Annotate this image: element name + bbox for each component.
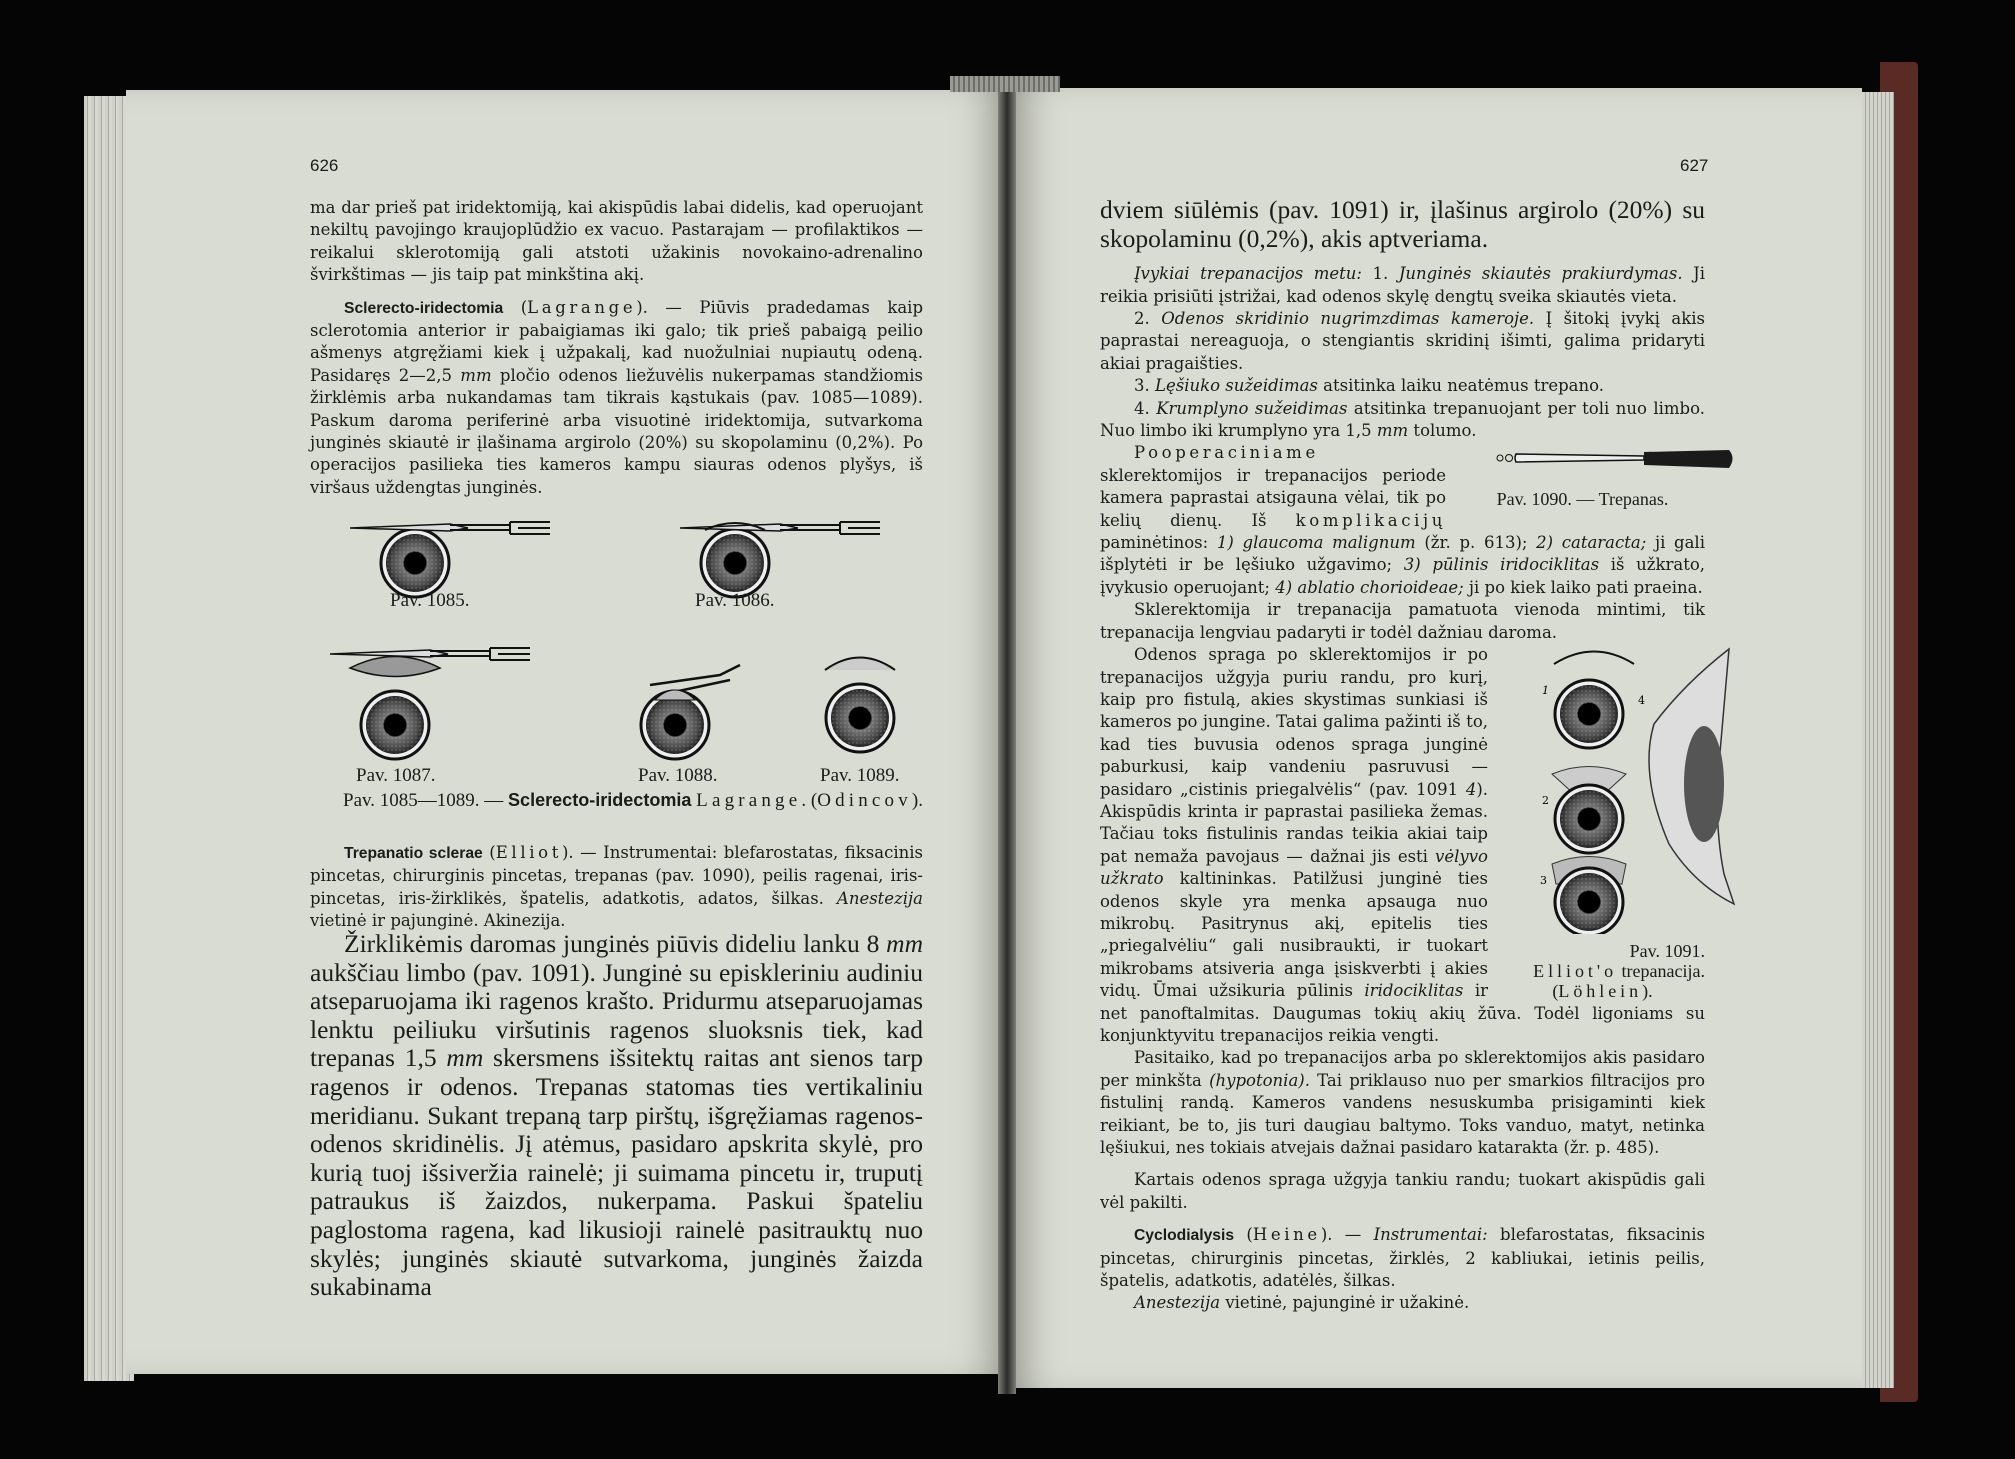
group-caption-title: Sclerecto-iridectomia xyxy=(508,790,692,810)
spaced-name: Elliot xyxy=(495,843,562,862)
text-run: pločio odenos liežuvėlis nukerpamas standžiomis žirklėmis arba nukandamas tam tikrais kąstukais (pav. 1085—1089). Paskum daroma periferinė arba visuotinė iridektomija, sutvarkoma junginės skiautė ir įlašinama argirolo (20%) su skopolaminu (0,2%). Po operacijos pasilieka ties kameros kampu siauras odenos plyšys, iš viršaus uždengtas junginės. xyxy=(310,365,923,497)
right-text-intro xyxy=(1100,196,1705,253)
italic-text: vėlyvo užkrato xyxy=(1100,846,1488,889)
left-text-block-3 xyxy=(310,930,923,1302)
page-number-left: 626 xyxy=(310,156,339,175)
text-run: ). — xyxy=(1320,1225,1374,1245)
italic-text: mm xyxy=(886,929,923,958)
sclerecto-illustration-bottom xyxy=(320,640,920,770)
right-text-body xyxy=(1100,263,1705,1315)
text-run: vietinė ir pajunginė. Akinezija. xyxy=(310,911,566,931)
left-text-block-2 xyxy=(310,842,923,933)
text-run: ( xyxy=(503,297,528,317)
italic-text: 4 xyxy=(1465,779,1477,799)
trepan-illustration xyxy=(1494,442,1739,482)
text-run: ( xyxy=(1234,1225,1253,1245)
italic-text: Odenos skridinio nugrimzdimas kameroje. xyxy=(1161,309,1535,328)
italic-text: iridociklitas xyxy=(1364,981,1464,1001)
spine-binding xyxy=(950,76,1060,92)
section-heading: Trepanatio sclerae xyxy=(344,845,483,862)
section-heading: Cyclodialysis xyxy=(1134,1227,1235,1245)
right-text-column xyxy=(1100,196,1705,1315)
italic-text: Lęšiuko sužeidimas xyxy=(1155,376,1318,396)
text-run: Kartais odenos spraga užgyja tankiu randu; tuokart akispūdis gali vėl pakilti. xyxy=(1100,1170,1705,1212)
text-run: 4. xyxy=(1134,398,1157,418)
page-edges-right xyxy=(1858,92,1894,1388)
text-run: Odenos spraga po sklerektomijos ir po trepanacijos užgyja puriu randu, pro kurį, kaip pro fistulą, akies skystimas sunkiasi iš kameros po jungine. Tatai galima pažinti iš to, kad ties buvusia odenos spraga junginė paburkusi, kaip vandeniu pasruvusi — pasidaro „cistinis priegalvėlis“ (pav. 1091 xyxy=(1100,645,1488,799)
fig1091-label-3: 3 xyxy=(1540,874,1547,888)
text-run: ji gali išplytėti ir be lęšiuko užgavimo; xyxy=(1100,533,1705,575)
paragraph xyxy=(1100,1292,1705,1314)
fig1091-label-2: 2 xyxy=(1542,794,1549,808)
text-run: ( xyxy=(482,843,496,862)
group-caption-mid: . ( xyxy=(801,790,818,811)
paragraph xyxy=(1100,1224,1705,1292)
spaced-name: komplikacijų xyxy=(1295,510,1446,530)
text-run: skersmens išsitektų raitas ant sienos tarp ragenos ir odenos. Trepanas statomas ties vertikaliniu meridianu. Sukant trepaną tarp pirštų, išgręžiamas ragenos-odenos skridinėlis. Jį atėmus, pasidaro apskrita skylė, pro kurią tuoj išsiveržia rainelė; ji suimama pincetu ir, truputį patraukus iš žaizdos, nukerpama. Paskui špateliu paglostoma ragena, kad likusioji rainelė pasitrauktų nuo skylės; junginės skiautė sutvarkoma, junginės žaizda sukabinama xyxy=(310,1043,923,1302)
section-heading: Sclerecto-iridectomia xyxy=(344,299,504,317)
paragraph xyxy=(1100,398,1705,443)
caption-fig-1085: Pav. 1085. xyxy=(390,590,470,611)
text-run: ji po kiek laiko pati praeina. xyxy=(1463,577,1703,597)
italic-text: 4) ablatio chorioideae; xyxy=(1275,577,1464,597)
spaced-name: Lagrange xyxy=(527,297,637,317)
italic-text: Krumplyno sužeidimas xyxy=(1156,398,1348,418)
text-run: aukščiau limbo (pav. 1091). Junginė su episkleriniu audiniu atseparuojama iki ragenos krašto. Pridurmu atseparuojamas lenktu peiliuku viršutinis ragenos sluoksnis tiek, kad trepanas 1,5 xyxy=(310,957,923,1073)
italic-text: Anestezija xyxy=(1134,1293,1221,1313)
text-run: paminėtinos: xyxy=(1100,533,1217,553)
page-number-right: 627 xyxy=(1680,156,1709,175)
group-caption-suffix: ). xyxy=(911,790,923,811)
paragraph xyxy=(1100,263,1705,308)
fig1091-author: Elliot'o xyxy=(1533,960,1618,981)
paragraph xyxy=(310,930,923,1302)
paragraph xyxy=(310,297,923,500)
text-run: Sklerektomija ir trepanacija pamatuota vienoda mintimi, tik trepanacija lengviau padaryti ir todėl dažniau daroma. xyxy=(1100,600,1705,642)
figure-1090 xyxy=(1460,442,1705,508)
figure-1091 xyxy=(1500,644,1705,1001)
left-text-block-1 xyxy=(310,197,923,499)
text-run: Ji reikia prisiūti įstrižai, kad odenos skylę dengtų sveika skiautės vieta. xyxy=(1100,264,1706,306)
fig1091-title: trepanacija. xyxy=(1617,960,1705,981)
italic-text: mm xyxy=(460,365,492,385)
italic-text: mm xyxy=(446,1043,484,1073)
caption-fig-1088: Pav. 1088. xyxy=(638,765,718,786)
italic-text: 3) pūlinis iridociklitas xyxy=(1403,555,1600,575)
fig1091-src-open: ( xyxy=(1552,980,1559,1001)
text-run: kaltininkas. Patilžusi junginė ties odenos skyle yra menka apsauga nuo mikrobų. Pasitrynus akį, epitelis ties „priegalvėliu“ gali nusibraukti, ir tuokart mikrobams atsiveria anga įsiskverbti į akies vidų. Ūmai užsikuria pūlinis xyxy=(1100,869,1488,1001)
figure-1087-1089 xyxy=(320,640,920,770)
paragraph xyxy=(1100,375,1705,397)
fig1091-label-4: 4 xyxy=(1638,694,1645,708)
text-run: (žr. p. 613); xyxy=(1415,533,1537,553)
caption-fig-1087: Pav. 1087. xyxy=(356,765,436,786)
fig1091-src-close: ). xyxy=(1642,980,1653,1001)
paragraph xyxy=(1100,644,1705,1047)
text-run: tolumo. xyxy=(1408,421,1477,441)
text-run: ). — Instrumentai: blefarostatas, fiksacinis pincetas, chirurginis pincetas, trepanas (pav. 1090), peilis ragenai, iris-pincetas, iris-žirklikės, špatelis, adatkotis, adatos, šilkas. xyxy=(310,843,923,908)
paragraph xyxy=(1100,599,1705,644)
caption-fig-1086: Pav. 1086. xyxy=(695,590,775,611)
figure-group-caption xyxy=(343,790,923,812)
paragraph xyxy=(310,197,923,287)
text-run: vietinė, pajunginė ir užakinė. xyxy=(1220,1293,1470,1313)
paragraph xyxy=(1100,196,1705,253)
text-run: iš užkrato, įvykusio operuojant; xyxy=(1100,555,1705,597)
italic-text: 2) cataracta; xyxy=(1536,533,1647,553)
text-run: dviem siūlėmis (pav. 1091) ir, įlašinus argirolo (20%) su skopolaminu (0,2%), akis aptveriama. xyxy=(1100,195,1705,253)
italic-text: mm xyxy=(1376,421,1409,441)
spaced-name: Heine xyxy=(1252,1225,1321,1245)
group-caption-prefix: Pav. 1085—1089. — xyxy=(343,790,509,811)
text-run: 2. xyxy=(1134,309,1162,328)
italic-text: 1) glaucoma malignum xyxy=(1216,533,1416,553)
caption-fig-1089: Pav. 1089. xyxy=(820,765,900,786)
text-run: atsitinka laiku neatėmus trepano. xyxy=(1317,376,1605,396)
fig1091-source: Löhlein xyxy=(1558,980,1643,1001)
italic-text: Anestezija xyxy=(836,888,923,908)
paragraph xyxy=(310,842,923,933)
paragraph xyxy=(1100,442,1705,599)
text-run: Tai priklauso nuo per smarkios filtracijos pro fistulinį randą. Kameros vandens nesuskumba prisigaminti kiek reikiant, be to, jis turi daugiau baltymo. Toks vanduo, matyt, netinka lęšiukui, nes tokiais atvejais dažnai pasidaro katarakta (žr. p. 485). xyxy=(1100,1070,1705,1158)
group-caption-source: Odincov xyxy=(817,790,912,811)
text-run: ma dar prieš pat iridektomiją, kai akispūdis labai didelis, kad operuojant nekiltų pavojingo kraujoplūdžio ex vacuo. Pastarajam — profilaktikos — reikalui sklerotomiją gali atstoti užakinis novokaino-adrenalino švirkštimas — jis taip pat minkština akį. xyxy=(310,198,923,285)
paragraph xyxy=(1100,1169,1705,1214)
paragraph xyxy=(1100,1047,1705,1159)
italic-text: Instrumentai: xyxy=(1373,1225,1488,1245)
text-run: 1. xyxy=(1362,264,1399,284)
text-run: 3. xyxy=(1134,376,1155,396)
group-caption-author: Lagrange xyxy=(696,790,802,811)
text-run: Pasitaiko, kad po trepanacijos arba po sklerektomijos akis pasidaro per minkšta xyxy=(1100,1048,1705,1090)
text-run: atsitinka trepanuojant per toli nuo limbo. Nuo limbo iki krumplyno yra 1,5 xyxy=(1100,398,1705,441)
fig1091-label-1: 1 xyxy=(1542,684,1549,698)
text-run: ). Akispūdis krinta ir paprastai pasilieka žemas. Tačiau toks fistulinis randas teikia akiai taip pat nemaža pavojaus — dažnai jis esti xyxy=(1100,779,1488,866)
book-gutter xyxy=(998,84,1016,1394)
italic-text: Įvykiai trepanacijos metu: xyxy=(1134,264,1362,284)
elliot-trepanation-illustration xyxy=(1534,644,1739,934)
italic-text: (hypotonia). xyxy=(1209,1070,1310,1090)
fig1091-number: Pav. 1091. xyxy=(1629,940,1705,961)
text-run: sklerektomijos ir trepanacijos periode kamera paprastai atsigauna vėlai, tik po kelių dienų. Iš xyxy=(1100,465,1446,530)
spaced-name: Pooperaciniame xyxy=(1134,443,1319,463)
text-run: ). — Piūvis pradedamas kaip sclerotomia anterior ir pabaigiamas iki galo; tik prieš pabaigą peilio ašmenys atgręžiami kiek į užpakalį, kad nuožulniai nupiautų odeną. Pasidaręs 2—2,5 xyxy=(310,297,924,385)
italic-text: Junginės skiautės prakiurdymas. xyxy=(1398,264,1683,284)
text-run: ir net panoftalmitas. Daugumas tokių akių žūva. Todėl ligoniams su konjunktyvitu trepanacijos reikia vengti. xyxy=(1100,981,1705,1045)
caption-fig-1090: Pav. 1090. — Trepanas. xyxy=(1496,488,1669,509)
text-run: blefarostatas, fiksacinis pincetas, chirurginis pincetas, žirklės, 2 kabliukai, ietinis peilis, špatelis, adatkotis, adatėlės, šilkas. xyxy=(1100,1225,1706,1291)
text-run: Į šitokį įvykį akis paprastai nereaguoja, o stengiantis skridinį išimti, galima pridaryti akiai pragaišties. xyxy=(1100,309,1705,373)
paragraph xyxy=(1100,308,1705,375)
caption-fig-1091 xyxy=(1500,941,1705,1001)
text-run: Žirklikėmis daromas junginės piūvis dideliu lanku 8 xyxy=(344,929,887,958)
